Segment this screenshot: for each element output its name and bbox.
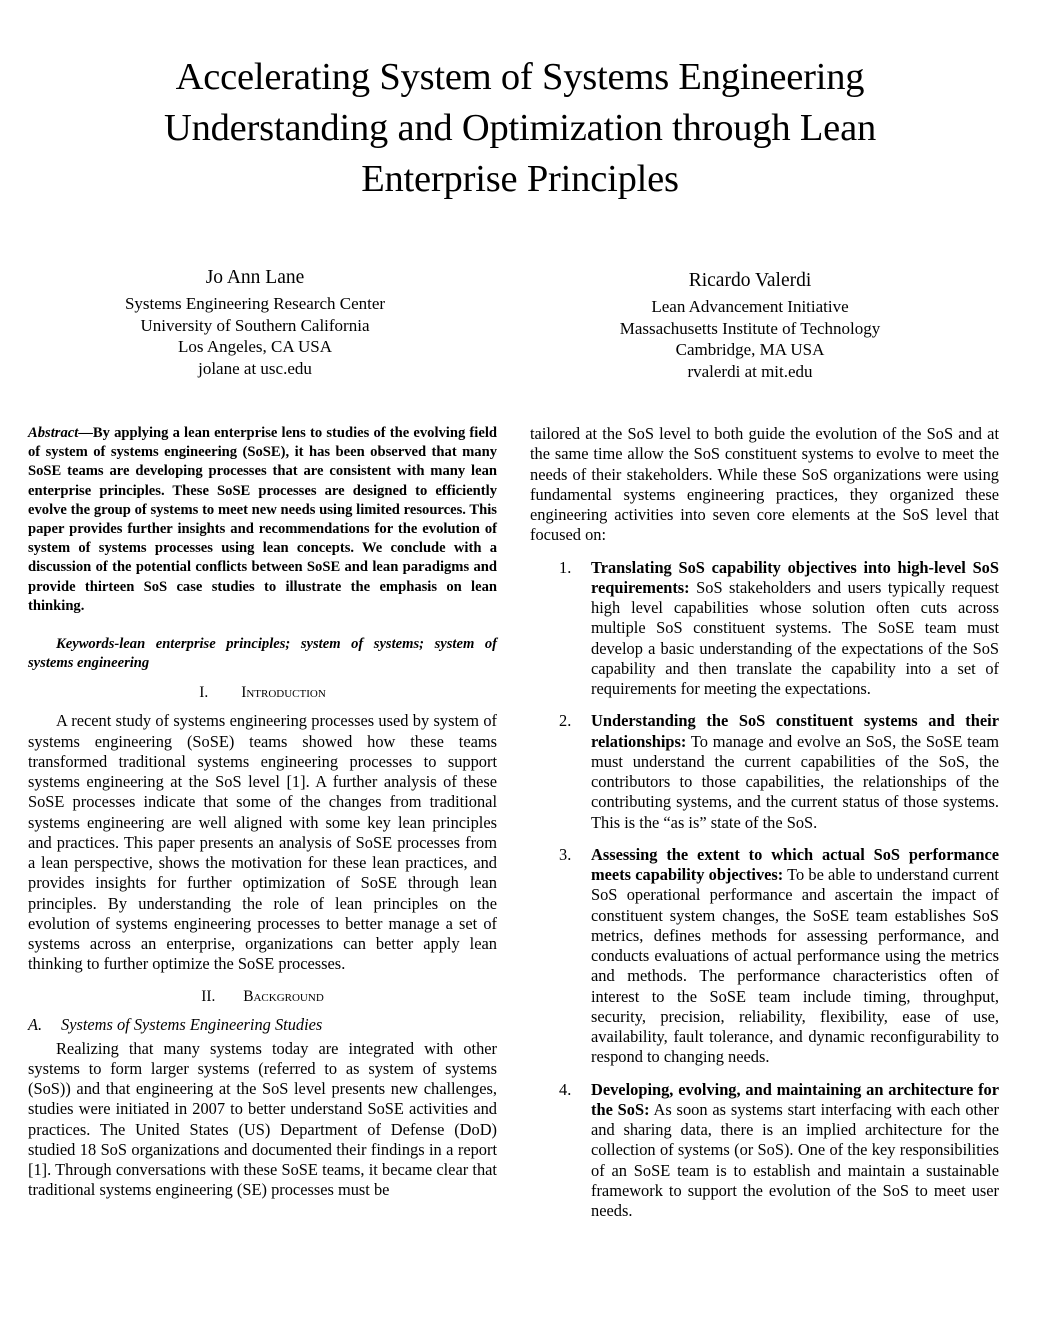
list-item [530,845,999,1068]
author-affiliation: Lean Advancement Initiative [651,297,849,316]
right-column [530,424,999,1233]
item-heading: Assessing the extent to which actual SoS performance meets capability objectives: [591,844,999,884]
abstract-dash: — [78,425,93,441]
item-text: SoS stakeholders and users typically request high level capabilities whose solution often cuts across multiple SoS constituent systems. The SoSE team must develop a basic understanding of the expectations of the SoS capability and then translate the capability into a set of requirements for meeting the expectations. [591,577,999,698]
background-paragraph: Realizing that many systems today are integrated with other systems to form larger systems (referred to as system of systems (SoS)) and that engineering at the SoS level presents new challenges, studies were initiated in 2007 to better understand SoSE activities and practices. The United States (US) Department of Defense (DoD) studied 18 SoS organizations and documented their findings in a report [1]. Through conversations with these SoSE teams, it became clear that traditional systems engineering (SE) processes must be [28,1038,497,1200]
background-paragraph-continued: tailored at the SoS level to both guide the evolution of the SoS and at the same time allow the SoS constituent systems to evolve to meet the needs of their stakeholders. While these SoS organizations were using fundamental systems engineering practices, they organized these engineering activities into seven core elements at the SoS level that focused on: [530,424,999,545]
title-line: Understanding and Optimization through Lean [163,107,877,149]
paper-title [0,52,1040,205]
title-line: Accelerating System of Systems Engineering [175,56,865,98]
list-item [530,1080,999,1222]
section-number: II. [201,987,216,1005]
item-number: 3. [559,844,572,864]
core-elements-list [530,558,999,1222]
intro-paragraph: A recent study of systems engineering processes used by system of systems engineering (SoSE) teams showed how these teams transformed traditional systems engineering processes to support systems engineering at the SoS level [1]. A further analysis of these SoSE processes indicate that some of the changes from traditional systems engineering are well aligned with some key lean principles and practices. This paper presents an analysis of SoSE processes from a lean perspective, shows the motivation for these lean practices, and provides insights for further optimization of SoSE through lean principles. By understanding the role of lean principles on the evolution of systems engineering processes to better manage a set of systems across an enterprise, organizations can better apply lean thinking to further optimize the SoSE processes. [28,711,497,974]
item-heading: Understanding the SoS constituent systems and their relationships: [591,711,999,751]
author-email: jolane at usc.edu [198,358,312,378]
item-heading: Developing, evolving, and maintaining an architecture for the SoS: [591,1079,999,1119]
abstract-text: By applying a lean enterprise lens to studies of the evolving field of system of systems engineering (SoSE), it has been observed that many SoSE teams are developing processes that are consistent with many lean enterprise principles. These SoSE processes are designed to efficiently evolve the group of systems to meet new needs using limited resources. This paper provides further insights and recommendations for the evolution of system of systems processes using lean concepts. We conclude with a discussion of the potential conflicts between SoSE and lean paradigms and provide thirteen SoS case studies to illustrate the emphasis on lean thinking. [28,425,497,614]
author-block [90,267,420,379]
subsection-number: A. [28,1014,43,1034]
section-title: Introduction [241,684,326,702]
item-number: 1. [559,557,572,577]
author-location: Los Angeles, CA USA [178,337,332,356]
author-affiliation: Systems Engineering Research Center [124,294,386,313]
author-name: Ricardo Valerdi [688,270,812,291]
item-heading: Translating SoS capability objectives into high-level SoS requirements: [591,557,999,597]
item-number: 4. [559,1079,572,1099]
author-email: rvalerdi at mit.edu [687,361,813,381]
section-title: Background [243,987,324,1005]
abstract [28,424,497,616]
abstract-label: Abstract [28,425,79,441]
author-location: Cambridge, MA USA [675,340,825,359]
section-heading-introduction [28,683,497,703]
left-column [28,424,497,1201]
section-heading-background [28,987,497,1007]
item-text: To manage and evolve an SoS, the SoSE team must understand the current capabilities of the SoS, the contributors to those capabilities, the relationships of the contributing systems, and the current status of those systems. This is the “as is” state of the SoS. [591,731,999,832]
author-name: Jo Ann Lane [205,267,305,288]
list-item [530,558,999,700]
author-block [585,270,915,382]
author-affiliation: University of Southern California [140,315,370,335]
keywords: Keywords-lean enterprise principles; system of systems; system of systems engineering [28,636,497,672]
item-text: To be able to understand current SoS operational performance and ascertain the impact of constituent system changes, the SoSE team establishes SoS metrics, defines methods for assessing performance, and conducts evaluations of actual performance using the metrics and methods. The performance characteristics often of interest to the SoSE team include timing, throughput, security, precision, reliability, flexibility, ease of use, availability, fault tolerance, and dynamic reconfigurability to respond to changing needs. [591,865,999,1067]
item-number: 2. [559,711,572,731]
title-line: Enterprise Principles [361,158,679,200]
author-affiliation: Massachusetts Institute of Technology [619,318,881,338]
subsection-heading [28,1015,497,1035]
item-text: As soon as systems start interfacing with each other and sharing data, there is an implied architecture for the collection of systems (or SoS). One of the key responsibilities of an SoSE team is to establish and maintain a sustainable framework to support the evolution of the SoS to meet user needs. [591,1099,999,1220]
subsection-title: Systems of Systems Engineering Studies [61,1014,323,1034]
section-number: I. [199,684,209,702]
list-item [530,711,999,833]
